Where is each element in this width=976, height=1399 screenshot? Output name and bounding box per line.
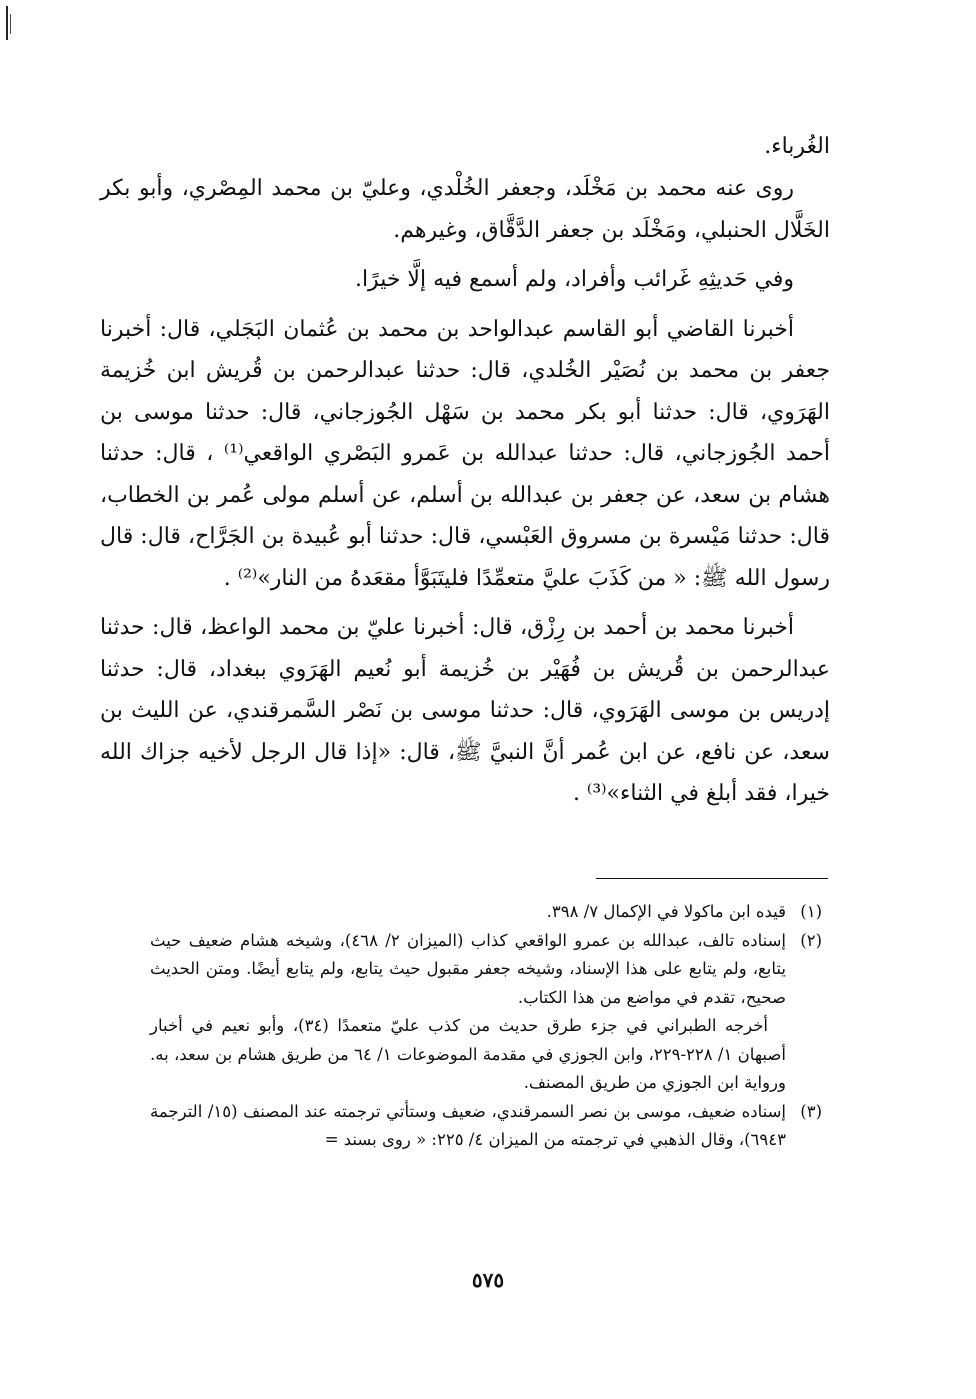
footnote-2 — [150, 927, 822, 1098]
main-text — [100, 126, 830, 815]
paragraph-evaluation: وفي حَديثِهِ غَرائب وأفراد، ولم أسمع فيه إلَّا خيرًا. — [354, 267, 794, 292]
scan-edge-mark — [6, 6, 8, 40]
footnote-1 — [150, 898, 822, 927]
paragraph-hadith-2: أخبرنا محمد بن أحمد بن رِزْق، قال: أخبرنا عليّ بن محمد الواعظ، قال: حدثنا عبدالرحمن بن قُريش بن فُهَيْر بن خُزيمة أبو نُعيم الهَرَوي ببغداد، قال: حدثنا إدريس بن موسى الهَرَوي، قال: حدثنا موسى بن نَصْر السَّمرقندي، عن الليث بن سعد، عن نافع، عن ابن عُمر أنَّ النبيَّ ﷺ، قال: «إذا قال الرجل لأخيه جزاك الله خيرا، فقد أبلغ في الثناء»⁽³⁾ . — [100, 615, 830, 806]
scan-edge-mark-secondary — [10, 14, 11, 34]
footnote-3 — [150, 1098, 822, 1155]
footnote-body — [150, 898, 786, 927]
footnote-body — [150, 927, 786, 1098]
footnote-separator — [596, 878, 828, 879]
footnote-text: قيده ابن ماكولا في الإكمال ٧/ ٣٩٨. — [546, 902, 786, 921]
footnote-text: إسناده ضعيف، موسى بن نصر السمرقندي، ضعيف وستأتي ترجمته عند المصنف (١٥/ الترجمة ٦٩٤٣)، وقال الذهبي في ترجمته من الميزان ٤/ ٢٢٥: « روى بسند = — [150, 1101, 786, 1149]
footnote-number: (٢) — [800, 930, 822, 950]
page-number: ٥٧٥ — [471, 1268, 505, 1292]
paragraph-hadith-1: أخبرنا القاضي أبو القاسم عبدالواحد بن محمد بن عُثمان البَجَلي، قال: أخبرنا جعفر بن محمد بن نُصَيْر الخُلدي، قال: حدثنا عبدالرحمن بن قُريش ابن خُزيمة الهَرَوي، قال: حدثنا أبو بكر محمد بن سَهْل الجُوزجاني، قال: حدثنا موسى بن أحمد الجُوزجاني، قال: حدثنا عبدالله بن عَمرو البَصْري الواقعي⁽¹⁾ ، قال: حدثنا هشام بن سعد، عن جعفر بن عبدالله بن أسلم، عن أسلم مولى عُمر بن الخطاب، قال: حدثنا مَيْسرة بن مسروق العَبْسي، قال: حدثنا أبو عُبيدة بن الجَرَّاح، قال: قال رسول الله ﷺ: « من كَذَبَ عليَّ متعمِّدًا فليتَبَوَّأ مقعَدهُ من النار»⁽²⁾ . — [100, 316, 830, 591]
footnote-number: (١) — [800, 902, 822, 921]
paragraph-narrators: روى عنه محمد بن مَخْلَد، وجعفر الخُلْدي، وعليّ بن محمد المِصْري، وأبو بكر الخَلَّال الحنبلي، ومَخْلَد بن جعفر الدَّقَّاق، وغيرهم. — [100, 176, 830, 243]
footnote-text: أخرجه الطبراني في جزء طرق حديث من كذب عليّ متعمدًا (٣٤)، وأبو نعيم في أخبار أصبهان ١/ ٢٢٨-٢٢٩، وابن الجوزي في مقدمة الموضوعات ١/ ٦٤ من طريق هشام بن سعد، به. ورواية ابن الجوزي من طريق المصنف. — [150, 1016, 786, 1092]
footnote-number: (٣) — [800, 1101, 822, 1121]
continued-line: الغُرباء. — [764, 134, 830, 159]
footnote-body — [150, 1098, 786, 1155]
footnote-text: إسناده تالف، عبدالله بن عمرو الواقعي كذاب (الميزان ٢/ ٤٦٨)، وشيخه هشام ضعيف حيث يتابع، ولم يتابع على هذا الإسناد، وشيخه جعفر مقبول حيث يتابع، ولم يتابع أيضًا. ومتن الحديث صحيح، تقدم في مواضع من هذا الكتاب. — [150, 930, 786, 1007]
footnotes — [150, 898, 822, 1155]
